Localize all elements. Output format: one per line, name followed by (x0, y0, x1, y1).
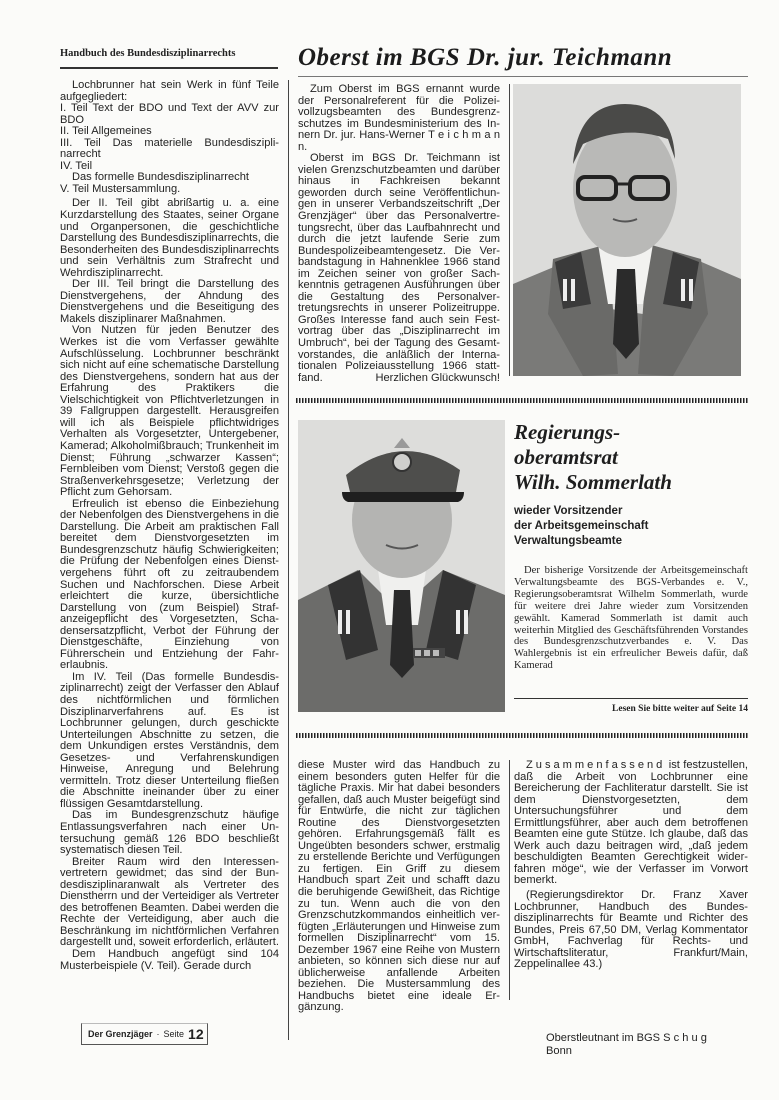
continuation-paragraph: diese Muster wird das Handbuch zu einem besonders guten Helfer für die tägliche Praxis. Mir hat dabei besonders gefallen, daß auch Muster beigefügt sind für Entwürfe, die nicht zur täglichen Routine des Dienstvorgesetzten gehören. Erfahrungsgemäß fällt es Ungeübten besonders schwer, erstmalig zu erstellende Berichte und Verfügungen zu fertigen. Ein Griff zu diesem Handbuch spart Zeit und schafft dazu die beruhigende Gewißheit, das Richtige zu tun. Wenn auch die von den Grenzschutzkommandos einheitlich verfügten „Erläuterungen und Hinweise zum formellen Disziplinarrecht“ vom 15. Dezember 1967 eine Reihe von Mustern anbieten, so können sich diese nur auf üblicherweise anfallende Arbeiten beziehen. Die Mustersammlung des Handbuchs bietet eine ideale Ergänzung. (298, 759, 500, 1014)
conclusion-text: ist festzustellen, daß die Arbeit von Lochbrunner eine Bereicherung der Fachliteratur darstellt. Sie ist dem Dienstvorgesetzten, dem Untersuchungsführer und dem Ermittlungsführer, aber auch dem betroffenen Beamten eine gute Stütze. Ich glaube, daß das Werk auch dazu beitragen wird, „daß jedem beschuldigten Beamten Gerechtigkeit widerfahren möge“, wie der Verfasser im Vorwort bemerkt. (514, 759, 748, 887)
teichmann-closing: Herzlichen Glückwunsch! (375, 371, 500, 384)
column-divider-left (288, 80, 289, 1040)
part-item-2: II. Teil Allgemeines (60, 125, 152, 138)
photo-divider-top (509, 84, 510, 376)
page-label: Seite (163, 1029, 185, 1039)
portrait-glasses-icon (513, 84, 741, 376)
paragraph: Von Nutzen für jeden Benutzer des Werkes ist die vom Verfasser gewählte Aufschlüsselung. Lochbrunner beschränkt sich nicht auf eine schematische Darstellung des Dienstvergehens, sondern hat aus der Erfahrung des Praktikers die Vielschichtigkeit von Pflichtverletzungen in 39 Fallgruppen dargestellt. Herausgreifen will ich als Beispiele pflichtwidriges Verhalten als Vorgesetzter, Untergebener, Kamerad; Alkoholmißbrauch; Trunkenheit im Dienst; Führung „schwarzer Kassen“; Fernbleiben vom Dienst; Verstoß gegen die Straßenverkehrsgesetze; Verletzung der Pflicht zum Gehorsam. (60, 324, 279, 499)
sommerlath-headline (514, 420, 754, 495)
perforated-rule-top (296, 398, 748, 403)
paragraph: Breiter Raum wird den Interessenvertretern gewidmet; das sind der Bundesdisziplinaranwalt als Vertreter des Dienstherrn und der Verteidiger als Vertreter des betroffenen Beamten. Dabei werden die Rechte der Verteidigung, aber auch die Beschränkung im nichtförmlichen Verfahren dargestellt und, soweit erforderlich, erläutert. (60, 855, 279, 949)
paragraph: Dem Handbuch angefügt sind 104 Musterbeispiele (V. Teil). Gerade durch (60, 948, 279, 972)
running-head: Handbuch des Bundesdisziplinarrechts (60, 48, 236, 59)
part-item-5: V. Teil Mustersammlung. (60, 182, 181, 195)
intro-paragraph: Lochbrunner hat sein Werk in fünf Teile aufgegliedert: (60, 79, 279, 103)
left-column (60, 80, 279, 972)
citation-paragraph: (Regierungsdirektor Dr. Franz Xaver Lochbrunner, Handbuch des Bundesdisziplinarrechts für Beamte und Richter des Bundes, Preis 67,50 DM, Verlag Kommentator GmbH, Fachverlag für Rechts- und Wirtschaftsliteratur, Frankfurt/Main, Zeppelinallee 43.) (514, 889, 748, 971)
paragraph: Im IV. Teil (Das formelle Bundesdisziplinarrecht) zeigt der Verfasser den Ablauf des nichtförmlichen und förmlichen Disziplinarverfahrens auf. Es ist Lochbrunner gelungen, durch geschickte Unterteilungen Abschnitte zu setzen, die dem Unkundigen erstes Verständnis, dem Gesetzes- und Verfahrenskundigen Hinweise, Anregung und Belehrung vermitteln. Trotz dieser Unterteilung fließen die Abschnitte ineinander über zu einer flüssigen Gesamtdarstellung. (60, 670, 279, 810)
publication-name: Der Grenzjäger (88, 1029, 153, 1039)
signature-line: Oberstleutnant im BGS S c h u g (546, 1032, 707, 1044)
sommerlath-subhead (514, 504, 754, 549)
headline-line: Regierungs- (514, 420, 621, 444)
headline-line: Wilh. Sommerlath (514, 470, 672, 494)
part-item-3: III. Teil Das materielle Bundesdisziplinarrecht (60, 136, 279, 161)
teichmann-photo (513, 84, 741, 376)
footer-separator: · (156, 1029, 160, 1039)
portrait-cap-icon (298, 420, 505, 712)
middle-lower-column (298, 760, 500, 1014)
teichmann-headline: Oberst im BGS Dr. jur. Teichmann (298, 44, 673, 71)
part-item-4-desc: Das formelle Bundesdisziplinarrecht (72, 171, 249, 184)
paragraph: Erfreulich ist ebenso die Einbeziehung der Nebenfolgen des Dienstvergehens in die Darstellung. Die Arbeit am praktischen Fall bereitet dem Dienstvorgesetzten im Bundesgrenzschutz häufig Schwierigkeiten; die Prüfung der Nebenfolgen eines Dienstvergehens führt oft zu zeitraubendem Suchen und Nachforschen. Diese Arbeit erleichtert die kurze, übersichtliche Darstellung von (zum Beispiel) Strafanzeigepflicht des Vorgesetzten, Schadensersatzpflicht, Verbot der Führung der Dienstgeschäfte, Einziehung von Führerschein und Entziehung der Fahrerlaubnis. (60, 497, 279, 672)
teichmann-paragraph: Zum Oberst im BGS ernannt wurde der Personalreferent für die Polizeivollzugsbeamten des Bundesgrenzschutzes im Bundesministerium des Innern Dr. jur. Hans-Werner T e i c h m a n n. (298, 83, 500, 153)
headline-rule (298, 76, 748, 77)
continue-link[interactable]: Lesen Sie bitte weiter auf Seite 14 (612, 704, 748, 714)
right-lower-column (514, 760, 748, 971)
running-head-rule (60, 67, 278, 69)
paragraph: Der III. Teil bringt die Darstellung des Dienstvergehens, der Ahndung des Dienstvergehens und die Beseitigung des Makels disziplinarer Maßnahmen. (60, 278, 279, 325)
subhead-line: der Arbeitsgemeinschaft (514, 520, 649, 532)
lead-word: Zusammenfassend (526, 759, 666, 771)
part-item-4: IV. Teil (60, 159, 93, 172)
paragraph: Der II. Teil gibt abrißartig u. a. eine Kurzdarstellung des Staates, seiner Organe und Organpersonen, die geschichtliche Darstellung des Bundesdisziplinarrechts, die Besonderheiten des Bundesdisziplinarrechts und sein Verhältnis zum Strafrecht und Wehrdisziplinarrecht. (60, 197, 279, 279)
sommerlath-body (514, 565, 748, 672)
conclusion-paragraph (514, 760, 748, 887)
author-signature (546, 1032, 756, 1058)
page-footer (81, 1023, 208, 1045)
teichmann-paragraph: Oberst im BGS Dr. Teichmann ist vielen Grenzschutzbeamten und darüber hinaus in Fachkreisen bekannt geworden durch seine Veröffentlichungen in unserer Verbandszeitschrift „Der Grenzjäger“ über das Personalvertretungsrecht, über das Laufbahnrecht und durch die jetzt laufende Serie zum Bundespolizeibeamtengesetz. Die Verbandstagung in Hahnenklee 1966 stand im Zeichen seiner von großer Sachkenntnis getragenen Ausführungen über die Gestaltung des Personalvertretungsrechts in unserer Polizeitruppe. Großes Interesse fand auch sein Festvortrag über das „Disziplinarrecht im Umbruch“, bei der Tagung des Gesamtvorstandes, die anläßlich der Internationalen Polizeiausstellung 1966 stattfand. (298, 152, 500, 384)
part-item-1: I. Teil Text der BDO und Text der AVV zur BDO (60, 102, 279, 126)
paragraph: Das im Bundesgrenzschutz häufige Entlassungsverfahren nach einer Untersuchung gemäß 126 BDO beschließt systematisch diesen Teil. (60, 809, 279, 857)
sommerlath-photo (298, 420, 505, 712)
subhead-line: Verwaltungsbeamte (514, 535, 623, 547)
continue-rule (514, 698, 748, 699)
teichmann-body (298, 84, 500, 384)
subhead-line: wieder Vorsitzender (514, 505, 623, 517)
headline-line: oberamtsrat (514, 445, 618, 469)
signature-location: Bonn (546, 1045, 572, 1057)
column-divider-right (509, 760, 510, 1000)
perforated-rule-bottom (296, 733, 748, 738)
sommerlath-paragraph: Der bisherige Vorsitzende der Arbeitsgemeinschaft Verwaltungsbeamte des BGS-Verbandes e. V., Regierungsoberamtsrat Wilhelm Sommerlath, wurde für weitere drei Jahre wieder zum Vorsitzenden gewählt. Kamerad Sommerlath ist damit auch weiterhin Mitglied des Geschäftsführenden Vorstandes des Bundesgrenzschutzverbandes e. V. Das Wahlergebnis ist ein erfreulicher Beweis dafür, daß Kamerad (514, 565, 748, 672)
page-number: 12 (188, 1026, 204, 1042)
